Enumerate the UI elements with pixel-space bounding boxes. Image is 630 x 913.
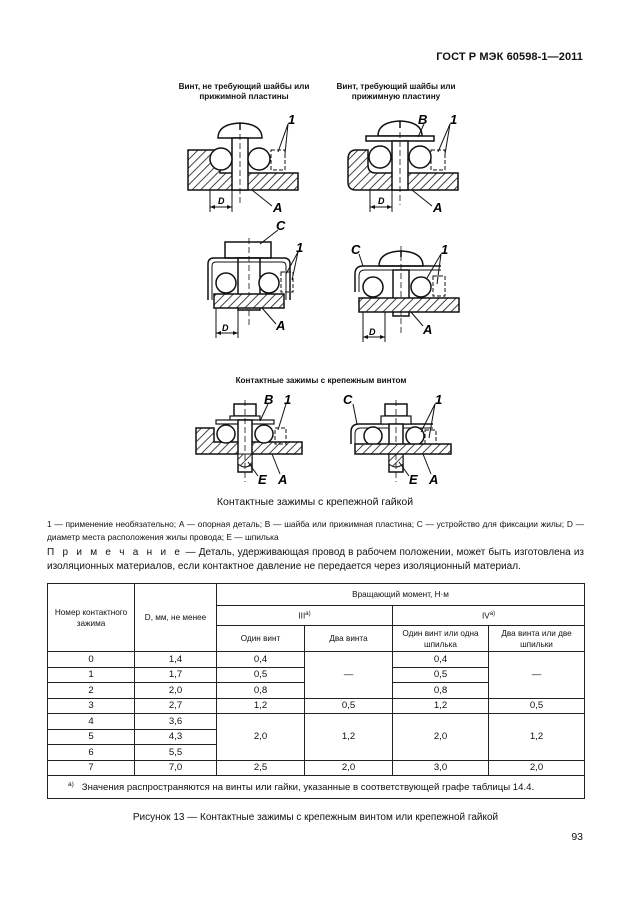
header-one-screw: Один винт — [217, 626, 305, 652]
table-row: 7 7,0 2,5 2,0 3,0 2,0 — [48, 760, 585, 776]
label-d: D — [222, 323, 229, 333]
caption-nut-clamps: Контактные зажимы с крепежной гайкой — [216, 496, 414, 508]
label-a: A — [433, 200, 443, 215]
note-lead: П р и м е ч а н и е — [47, 547, 183, 558]
label-1: 1 — [288, 112, 296, 127]
label-1: 1 — [435, 392, 443, 407]
label-d: D — [378, 196, 385, 206]
footnote-mark: a) — [68, 781, 74, 788]
table-row: 0 1,4 0,4 — 0,4 — — [48, 652, 585, 668]
header-two-screws-or-studs: Два винта или две шпильки — [489, 626, 585, 652]
table-row: 2 2,0 0,8 0,8 — [48, 683, 585, 699]
header-d-min: D, мм, не менее — [135, 584, 217, 652]
dash-cell: — — [489, 652, 585, 699]
torque-table — [47, 583, 585, 799]
table-row: 6 5,5 — [48, 745, 585, 761]
document-header: ГОСТ Р МЭК 60598-1—2011 — [436, 51, 583, 63]
figure-legend: 1 — применение необязательно; A — опорная деталь; B — шайба или прижимная пластина; C — устройство для фиксации жилы; D — диаметр места расположения жилы провода; E — шпилька — [47, 519, 584, 542]
header-terminal-number: Номер контактного зажима — [48, 584, 135, 652]
label-c: C — [343, 392, 353, 407]
caption-screw-clamps: Контактные зажимы с крепежным винтом — [235, 376, 407, 385]
header-torque: Вращающий момент, Н·м — [217, 584, 585, 606]
label-b: B — [264, 392, 274, 407]
label-e: E — [258, 472, 267, 487]
footnote-text: Значения распространяются на винты или гайки, указанные в соответствующей графе таблицы 14.4. — [81, 782, 535, 793]
label-1: 1 — [441, 242, 449, 257]
drawing-screw-no-washer — [178, 110, 318, 220]
note-paragraph — [47, 546, 584, 574]
drawing-clip-clamp — [341, 226, 476, 346]
label-a: A — [276, 318, 286, 333]
table-row: 5 4,3 — [48, 729, 585, 745]
drawing-nut-clip-clamp — [339, 392, 464, 492]
table-row: 1 1,7 0,5 0,5 — [48, 667, 585, 683]
label-c: C — [276, 218, 286, 233]
table-row: 4 3,6 2,0 1,2 2,0 1,2 — [48, 714, 585, 730]
note-text: — Деталь, удерживающая провод в рабочем положении, может быть изготовлена из изоляционных материалов, если контактное давление не передается через изоляционный материал. — [47, 547, 584, 572]
label-1: 1 — [450, 112, 458, 127]
label-a: A — [273, 200, 283, 215]
label-c: C — [351, 242, 361, 257]
label-a: A — [429, 472, 439, 487]
drawing-screw-with-washer — [338, 110, 478, 220]
caption-screw-no-washer: Винт, не требующий шайбы или прижимной пластины — [178, 82, 310, 101]
figure-caption: Рисунок 13 — Контактные зажимы с крепежным винтом или крепежной гайкой — [132, 812, 499, 823]
label-e: E — [409, 472, 418, 487]
table-footnote-row — [48, 776, 585, 799]
drawing-saddle-clamp — [188, 220, 318, 345]
label-a: A — [278, 472, 288, 487]
label-1: 1 — [284, 392, 292, 407]
drawing-nut-washer-clamp — [186, 392, 311, 492]
header-two-screws: Два винта — [305, 626, 393, 652]
label-d: D — [369, 327, 376, 337]
table-row: 3 2,7 1,2 0,5 1,2 0,5 — [48, 698, 585, 714]
label-b: B — [418, 112, 428, 127]
dash-cell: — — [305, 652, 393, 699]
header-group-iii: III$^{a)}$ — [217, 606, 393, 626]
page-number: 93 — [571, 831, 583, 843]
header-group-iv: IV$^{a)}$ — [393, 606, 585, 626]
label-a: A — [423, 322, 433, 337]
label-d: D — [218, 196, 225, 206]
caption-screw-with-washer: Винт, требующий шайбы или прижимную пластину — [336, 82, 456, 101]
header-one-screw-or-stud: Один винт или одна шпилька — [393, 626, 489, 652]
label-1: 1 — [296, 240, 304, 255]
